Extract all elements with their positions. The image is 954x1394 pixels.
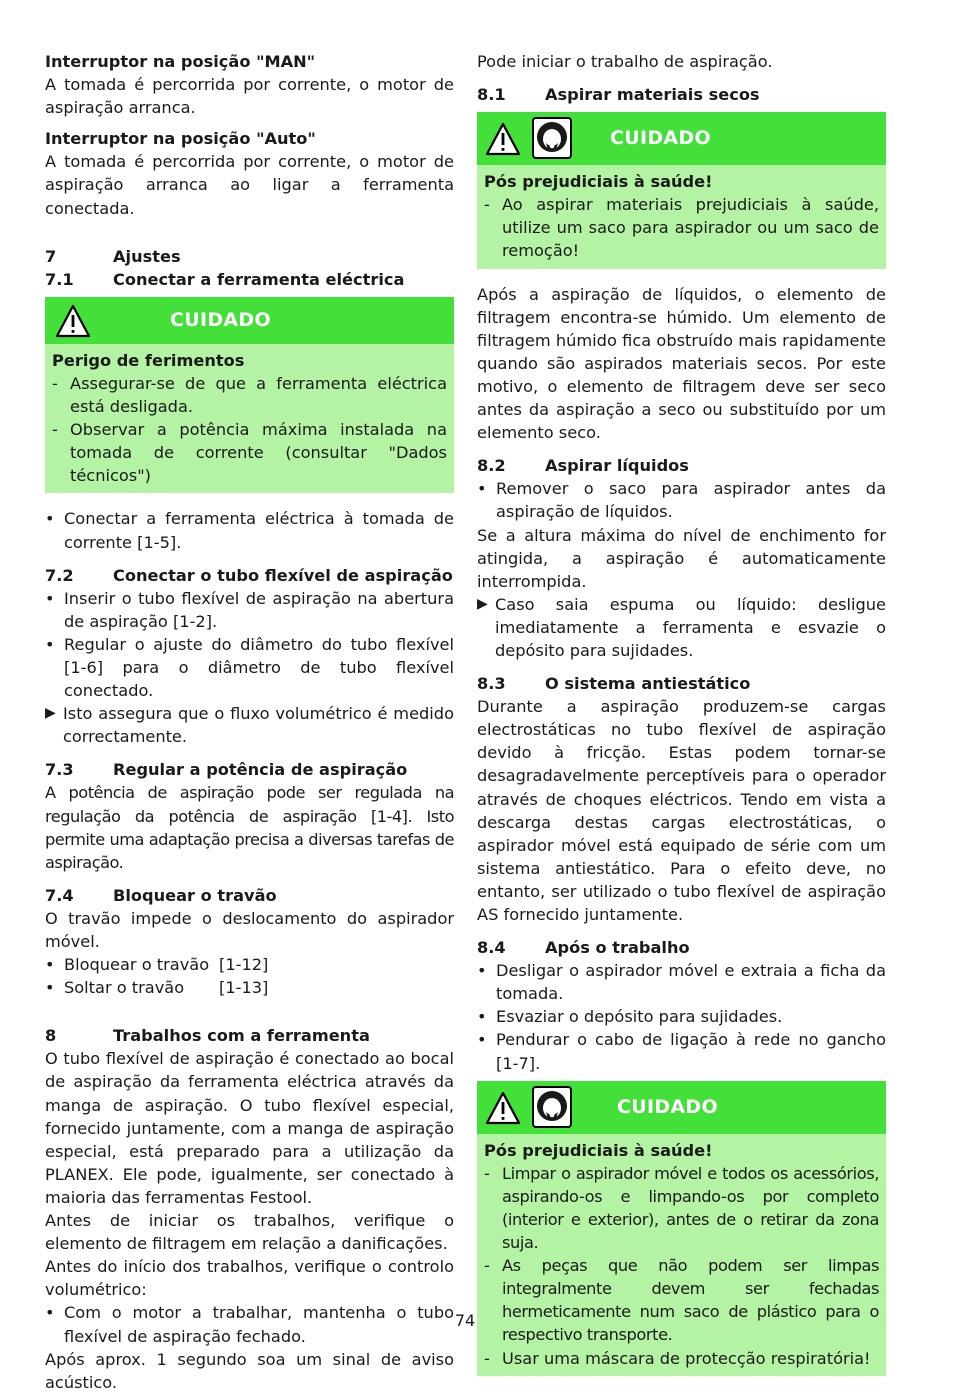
warning-item: - Ao aspirar materiais prejudiciais à saúde, utilize um saco para aspirador ou um saco de remoção! (484, 195, 879, 261)
warning-item: - As peças que não podem ser limpas integralmente devem ser fechadas hermeticamente num saco de plástico para o respectivo transporte. (484, 1256, 879, 1345)
paragraph: Se a altura máxima do nível de enchimento for atingida, a aspiração é automaticamente interrompida. (477, 525, 886, 591)
heading-8-3 (477, 672, 886, 695)
bullet-dot-icon: • (45, 978, 55, 998)
section-title: Após o trabalho (545, 938, 690, 958)
section-number: 7 (45, 246, 57, 266)
section-title: Aspirar líquidos (545, 456, 689, 476)
heading-7-2 (45, 564, 454, 587)
section-title: Bloquear o travão (113, 885, 277, 905)
list-item: • Desligar o aspirador móvel e extraia a ficha da tomada. (477, 959, 886, 1005)
man-text: A tomada é percorrida por corrente, o motor de aspiração arranca. (45, 75, 454, 118)
warning-body (477, 1134, 886, 1376)
paragraph: A potência de aspiração pode ser regulada na regulação da potência de aspiração [1-4]. Isto permite uma adaptação precisa a diversas tarefas de aspiração. (45, 783, 454, 872)
paragraph: Antes de iniciar os trabalhos, verifique o elemento de filtragem em relação a danificações. (45, 1211, 454, 1254)
section-title: O sistema antiestático (545, 674, 751, 694)
result-item: ▶ Isto assegura que o fluxo volumétrico é medido correctamente. (45, 702, 454, 748)
list-item: • Inserir o tubo flexível de aspiração na abertura de aspiração [1-2]. (45, 587, 454, 633)
list-item: • Soltar o travão [1-13] (45, 976, 454, 999)
heading-8 (45, 1024, 454, 1047)
respirator-mask-icon (532, 1086, 572, 1134)
heading-7-3 (45, 758, 454, 781)
respirator-mask-icon (532, 117, 572, 165)
warning-body (45, 344, 454, 494)
man-title: Interruptor na posição "MAN" (45, 52, 316, 71)
section-title: Conectar o tubo flexível de aspiração (113, 565, 453, 585)
auto-title: Interruptor na posição "Auto" (45, 129, 316, 149)
paragraph: Antes do início dos trabalhos, verifique o controlo volumétrico: (45, 1257, 454, 1300)
warning-box-dust (477, 112, 886, 268)
warning-title: CUIDADO (617, 1095, 718, 1118)
list-item: • Pendurar o cabo de ligação à rede no gancho [1-7]. (477, 1028, 886, 1074)
heading-8-1 (477, 83, 886, 106)
bullet-dot-icon: • (45, 1303, 55, 1323)
paragraph: Após aprox. 1 segundo soa um sinal de aviso acústico. (45, 1349, 454, 1392)
list-item: • Regular o ajuste do diâmetro do tubo flexível [1-6] para o diâmetro de tubo flexível conectado. (45, 633, 454, 702)
warning-triangle-icon (55, 303, 91, 345)
heading-8-2 (477, 454, 886, 477)
section-title: Regular a potência de aspiração (113, 760, 408, 780)
page-number: 74 (454, 1311, 476, 1330)
warning-header (477, 112, 886, 165)
section-number: 7.3 (45, 760, 74, 780)
warning-item: - Usar uma máscara de protecção respiratória! (484, 1348, 871, 1368)
section-number: 8.2 (477, 456, 506, 476)
section-title: Conectar a ferramenta eléctrica (113, 269, 405, 289)
bullet-dot-icon: • (45, 634, 55, 654)
bullet-dot-icon: • (477, 479, 487, 499)
warning-triangle-icon (485, 121, 521, 163)
section-title: Trabalhos com a ferramenta (113, 1026, 370, 1046)
heading-8-4 (477, 936, 886, 959)
section-title: Ajustes (113, 246, 181, 266)
result-item: ▶ Caso saia espuma ou líquido: desligue imediatamente a ferramenta e esvazie o depósito para sujidades. (477, 593, 886, 662)
list-item: • Com o motor a trabalhar, mantenha o tubo flexível de aspiração fechado. (45, 1301, 454, 1347)
warning-item: - Limpar o aspirador móvel e todos os acessórios, aspirando-os e limpando-os por completo (interior e exterior), antes de o retirar da zona suja. (484, 1163, 879, 1253)
paragraph: Durante a aspiração produzem-se cargas electrostáticas no tubo flexível de aspiração devido à fricção. Estas podem tornar-se desagradavelmente perceptíveis para o operador através de choques eléctricos. Tendo em vista a descarga destas cargas electrostáticas, o aspirador móvel está equipado de série com um sistema antiestático. Para o efeito deve, no entanto, ser utilizado o tubo flexível de aspiração AS fornecido juntamente. (477, 697, 886, 924)
section-number: 8.3 (477, 674, 506, 694)
section-number: 7.2 (45, 565, 74, 585)
bullet-dot-icon: • (45, 588, 55, 608)
list-item: • Esvaziar o depósito para sujidades. (477, 1005, 886, 1028)
list-item: • Conectar a ferramenta eléctrica à tomada de corrente [1-5]. (45, 507, 454, 553)
section-number: 8.1 (477, 85, 506, 105)
section-number: 7.1 (45, 269, 74, 289)
list-item: • Bloquear o travão [1-12] (45, 953, 454, 976)
heading-7-1 (45, 268, 454, 291)
paragraph: O travão impede o deslocamento do aspirador móvel. (45, 908, 454, 951)
warning-body (477, 165, 886, 268)
warning-header (477, 1081, 886, 1134)
warning-item: - Observar a potência máxima instalada na tomada de corrente (consultar "Dados técnicos") (52, 420, 447, 486)
bullet-dot-icon: • (477, 1007, 487, 1027)
warning-triangle-icon (485, 1090, 521, 1132)
heading-7 (45, 245, 454, 268)
section-number: 7.4 (45, 885, 74, 905)
warning-box-cleaning (477, 1081, 886, 1376)
right-column (477, 50, 886, 1376)
left-column (45, 50, 454, 1394)
warning-box-electric (45, 297, 454, 494)
warning-subtitle: Pós prejudiciais à saúde! (484, 172, 713, 192)
heading-7-4 (45, 884, 454, 907)
paragraph: Após a aspiração de líquidos, o elemento de filtragem encontra-se húmido. Um elemento de filtragem húmido fica obstruído mais rapidamente quando são aspirados materiais secos. Por este motivo, o elemento de filtragem deve ser seco antes da aspiração a seco ou substituído por um elemento seco. (477, 284, 886, 443)
bullet-dot-icon: • (477, 961, 487, 981)
warning-subtitle: Pós prejudiciais à saúde! (484, 1140, 713, 1160)
arrow-right-icon: ▶ (45, 705, 56, 722)
warning-title: CUIDADO (610, 127, 711, 150)
bullet-dot-icon: • (477, 1030, 487, 1050)
paragraph: Pode iniciar o trabalho de aspiração. (477, 52, 773, 71)
warning-subtitle: Perigo de ferimentos (52, 350, 245, 370)
warning-item: - Assegurar-se de que a ferramenta eléctrica está desligada. (52, 373, 447, 417)
section-title: Aspirar materiais secos (545, 85, 760, 105)
paragraph: O tubo flexível de aspiração é conectado ao bocal de aspiração da ferramenta eléctrica através da manga de aspiração. O tubo flexível especial, fornecido juntamente, com a manga de aspiração especial, está preparado para a utilização da PLANEX. Ele pode, igualmente, ser conectado à maioria das ferramentas Festool. (45, 1049, 454, 1207)
warning-title: CUIDADO (170, 308, 271, 331)
arrow-right-icon: ▶ (477, 595, 488, 612)
bullet-dot-icon: • (45, 509, 55, 529)
bullet-dot-icon: • (45, 955, 55, 975)
section-number: 8 (45, 1026, 57, 1046)
section-number: 8.4 (477, 938, 506, 958)
list-item: • Remover o saco para aspirador antes da aspiração de líquidos. (477, 477, 886, 523)
warning-header (45, 297, 454, 344)
auto-text: A tomada é percorrida por corrente, o motor de aspiração arranca ao ligar a ferramenta conectada. (45, 152, 454, 218)
